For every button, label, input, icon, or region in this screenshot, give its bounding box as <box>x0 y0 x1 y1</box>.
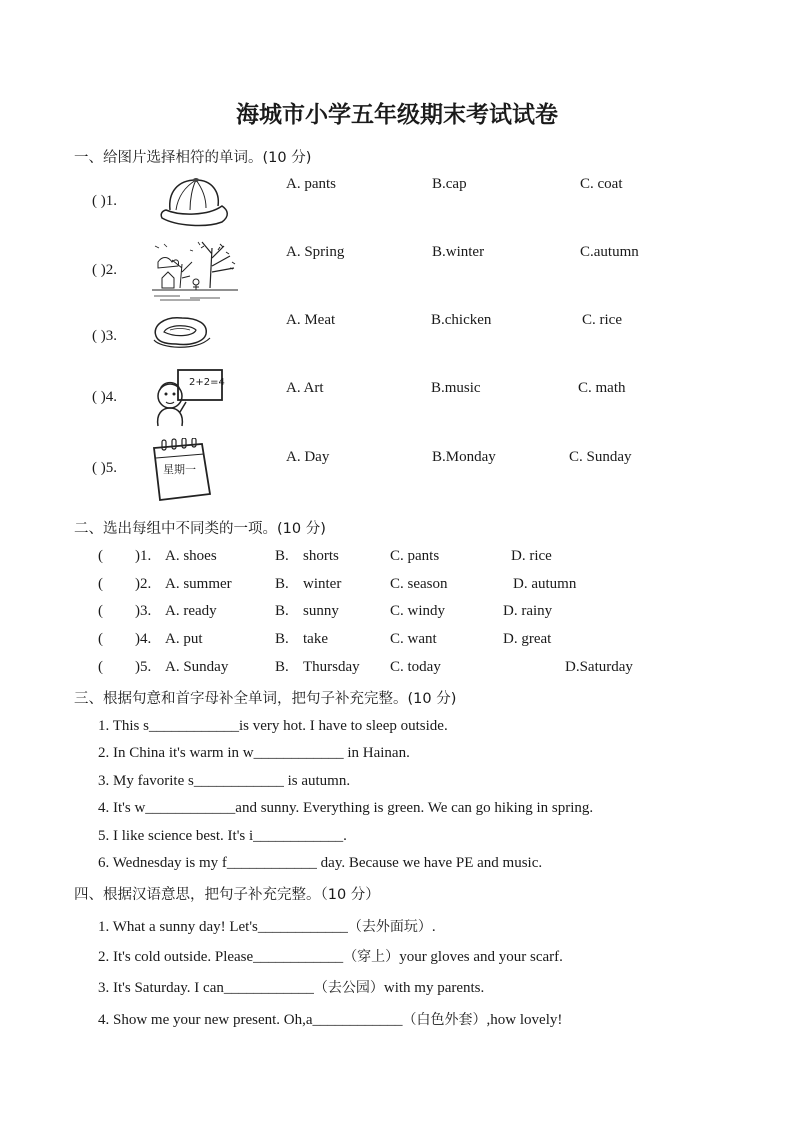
q3-option-c: C. rice <box>582 312 622 328</box>
q2-number: ( )2. <box>92 262 117 278</box>
cap-icon <box>156 176 232 228</box>
row-paren: ( <box>98 659 103 675</box>
q5-option-b: B.Monday <box>432 449 496 465</box>
option-b-letter: B. <box>275 603 289 619</box>
option-c: C. want <box>390 631 437 647</box>
q3-option-a: A. Meat <box>286 312 336 328</box>
q1-option-c: C. coat <box>580 176 623 192</box>
q4-option-a: A. Art <box>286 380 324 396</box>
row-paren: ( <box>98 548 103 564</box>
section2-row-2 <box>98 576 698 596</box>
q4-number: ( )4. <box>92 389 117 405</box>
option-a: A. put <box>165 631 203 647</box>
option-c: C. season <box>390 576 448 592</box>
section2-row-1 <box>98 548 698 568</box>
option-d: D. rainy <box>503 603 553 619</box>
q3-option-b: B.chicken <box>431 312 492 328</box>
option-c: C. pants <box>390 548 440 564</box>
q4-option-c: C. math <box>578 380 626 396</box>
q2-option-a: A. Spring <box>286 244 345 260</box>
math-teacher-icon <box>150 366 226 428</box>
option-b-letter: B. <box>275 631 289 647</box>
section2-row-3 <box>98 603 698 623</box>
option-b: Thursday <box>303 659 360 675</box>
section4-sentence-3 <box>98 977 484 997</box>
q4-option-b: B.music <box>431 380 481 396</box>
q2-option-c: C.autumn <box>580 244 639 260</box>
sentence-end: your gloves and your scarf. <box>399 949 563 965</box>
option-b-letter: B. <box>275 548 289 564</box>
sentence-end: ,how lovely! <box>486 1012 563 1028</box>
row-number: )3. <box>135 603 152 619</box>
section3-sentence-2: 2. In China it's warm in w____________ in Hainan. <box>98 745 410 761</box>
option-d: D. great <box>503 631 552 647</box>
row-paren: ( <box>98 631 103 647</box>
section3-sentence-6: 6. Wednesday is my f____________ day. Because we have PE and music. <box>98 855 543 871</box>
section3-sentence-4: 4. It's w____________and sunny. Everything is green. We can go hiking in spring. <box>98 800 594 816</box>
chinese-hint: （穿上） <box>343 949 400 965</box>
q1-option-b: B.cap <box>432 176 467 192</box>
section1-heading: 一、给图片选择相符的单词。(10 分) <box>74 150 312 166</box>
section2-row-4 <box>98 631 698 651</box>
season-scene-icon <box>150 238 240 302</box>
option-a: A. ready <box>165 603 217 619</box>
calendar-label: 星期一 <box>163 463 196 476</box>
option-c: C. today <box>390 659 441 675</box>
q2-option-b: B.winter <box>432 244 485 260</box>
row-paren: ( <box>98 576 103 592</box>
chinese-hint: （去外面玩） <box>347 919 432 935</box>
section3-sentence-1: 1. This s____________is very hot. I have to sleep outside. <box>98 718 448 734</box>
meat-icon <box>150 312 214 352</box>
chinese-hint: （白色外套） <box>402 1012 487 1028</box>
option-b: sunny <box>303 603 339 619</box>
section3-heading: 三、根据句意和首字母补全单词，把句子补充完整。(10 分) <box>74 691 457 707</box>
sentence-end: . <box>431 919 436 935</box>
option-d: D. autumn <box>513 576 577 592</box>
row-number: )2. <box>135 576 152 592</box>
q5-option-a: A. Day <box>286 449 330 465</box>
option-b: take <box>303 631 328 647</box>
option-a: A. shoes <box>165 548 217 564</box>
option-a: A. summer <box>165 576 232 592</box>
option-b: winter <box>303 576 342 592</box>
q3-number: ( )3. <box>92 328 117 344</box>
section3-sentence-3: 3. My favorite s____________ is autumn. <box>98 773 351 789</box>
section4-sentence-1 <box>98 916 436 936</box>
section3-sentence-5: 5. I like science best. It's i____________. <box>98 828 347 844</box>
blackboard-text: 2+2=4 <box>189 377 225 388</box>
option-b: shorts <box>303 548 339 564</box>
option-b-letter: B. <box>275 576 289 592</box>
q1-option-a: A. pants <box>286 176 336 192</box>
q1-number: ( )1. <box>92 193 117 209</box>
chinese-hint: （去公园） <box>313 980 384 996</box>
option-b-letter: B. <box>275 659 289 675</box>
section4-sentence-4 <box>98 1009 562 1029</box>
row-number: )5. <box>135 659 152 675</box>
row-number: )1. <box>135 548 152 564</box>
option-d: D. rice <box>511 548 552 564</box>
sentence-text: 3. It's Saturday. I can____________ <box>98 980 314 996</box>
row-paren: ( <box>98 603 103 619</box>
option-c: C. windy <box>390 603 446 619</box>
q5-number: ( )5. <box>92 460 117 476</box>
sentence-text: 4. Show me your new present. Oh,a____________ <box>98 1012 403 1028</box>
row-number: )4. <box>135 631 152 647</box>
section2-row-5 <box>98 659 698 679</box>
sentence-end: with my parents. <box>383 980 485 996</box>
q5-option-c: C. Sunday <box>569 449 632 465</box>
sentence-text: 2. It's cold outside. Please____________ <box>98 949 344 965</box>
option-d: D.Saturday <box>565 659 633 675</box>
page-title: 海城市小学五年级期末考试试卷 <box>236 102 558 128</box>
section2-heading: 二、选出每组中不同类的一项。(10 分) <box>74 521 326 537</box>
section4-sentence-2 <box>98 946 563 966</box>
option-a: A. Sunday <box>165 659 229 675</box>
section4-heading: 四、根据汉语意思，把句子补充完整。（10 分） <box>74 887 380 903</box>
sentence-text: 1. What a sunny day! Let's____________ <box>98 919 348 935</box>
